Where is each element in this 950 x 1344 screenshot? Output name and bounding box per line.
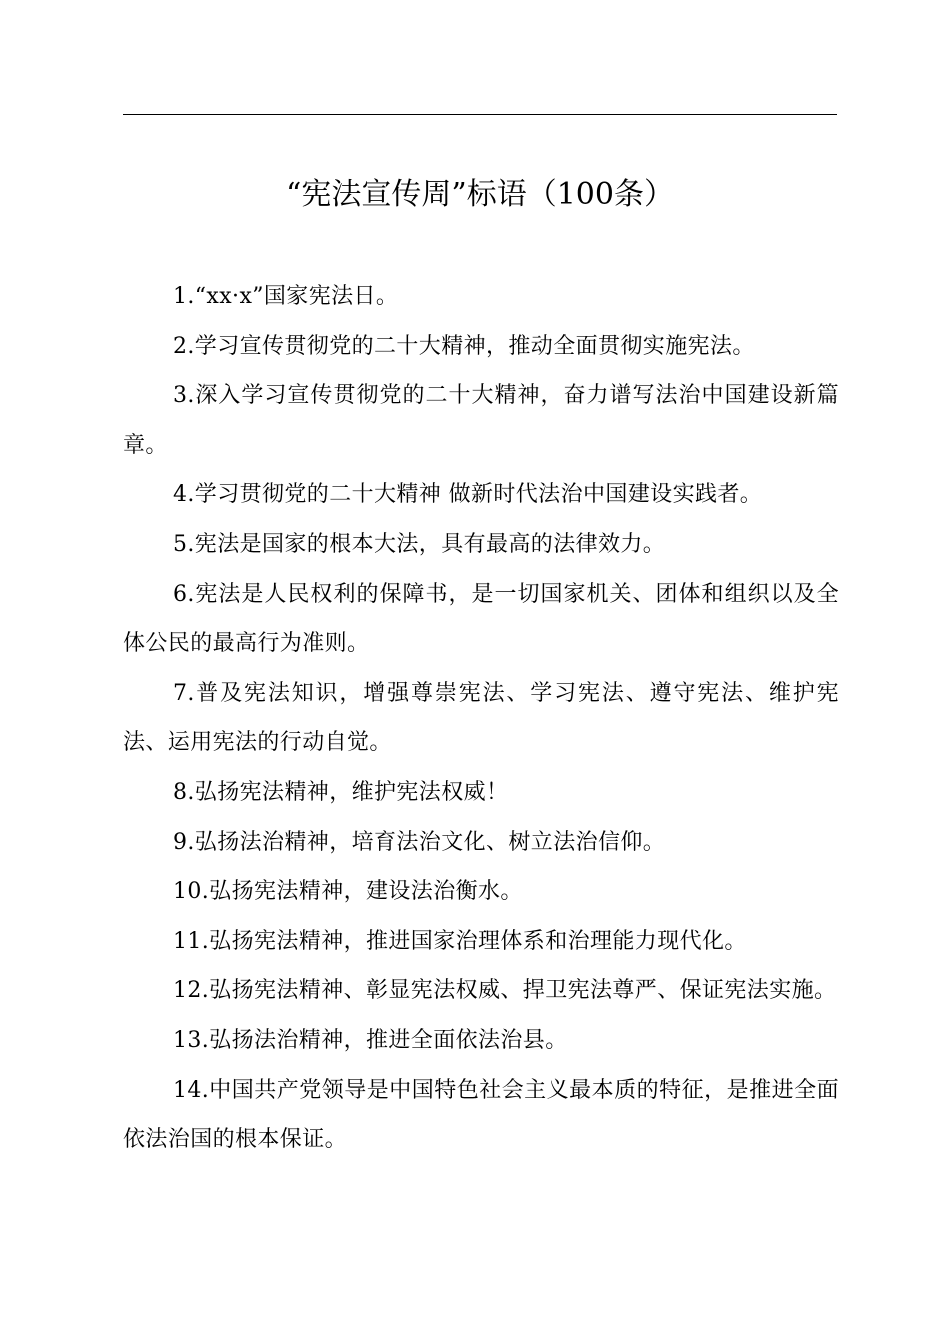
list-item: 5.宪法是国家的根本大法，具有最高的法律效力。 xyxy=(173,531,666,557)
list-item: 12.弘扬宪法精神、彰显宪法权威、捍卫宪法尊严、保证宪法实施。 xyxy=(173,978,837,1004)
list-item: 7.普及宪法知识，增强尊崇宪法、学习宪法、遵守宪法、维护宪法、运用宪法的行动自觉。 xyxy=(123,680,839,756)
list-item: 6.宪法是人民权利的保障书，是一切国家机关、团体和组织以及全体公民的最高行为准则。 xyxy=(123,581,839,657)
list-item: 2.学习宣传贯彻党的二十大精神，推动全面贯彻实施宪法。 xyxy=(173,333,755,359)
list-item: 8.弘扬宪法精神，维护宪法权威！ xyxy=(173,779,509,805)
list-item: 10.弘扬宪法精神，建设法治衡水。 xyxy=(173,879,523,905)
list-item: 4.学习贯彻党的二十大精神 做新时代法治中国建设实践者。 xyxy=(173,482,763,508)
list-item: 13.弘扬法治精神，推进全面依法治县。 xyxy=(173,1027,568,1053)
list-item: 11.弘扬宪法精神，推进国家治理体系和治理能力现代化。 xyxy=(173,928,747,954)
page-title: “宪法宣传周”标语（100条） xyxy=(286,177,674,212)
list-item: 9.弘扬法治精神，培育法治文化、树立法治信仰。 xyxy=(173,829,666,855)
slogan-list xyxy=(123,272,839,1165)
list-item: 14.中国共产党领导是中国特色社会主义最本质的特征，是推进全面依法治国的根本保证。 xyxy=(123,1077,839,1153)
list-item: 3.深入学习宣传贯彻党的二十大精神，奋力谱写法治中国建设新篇章。 xyxy=(123,383,839,458)
list-item: 1.“xx·x”国家宪法日。 xyxy=(173,284,399,309)
header-rule xyxy=(123,114,837,115)
